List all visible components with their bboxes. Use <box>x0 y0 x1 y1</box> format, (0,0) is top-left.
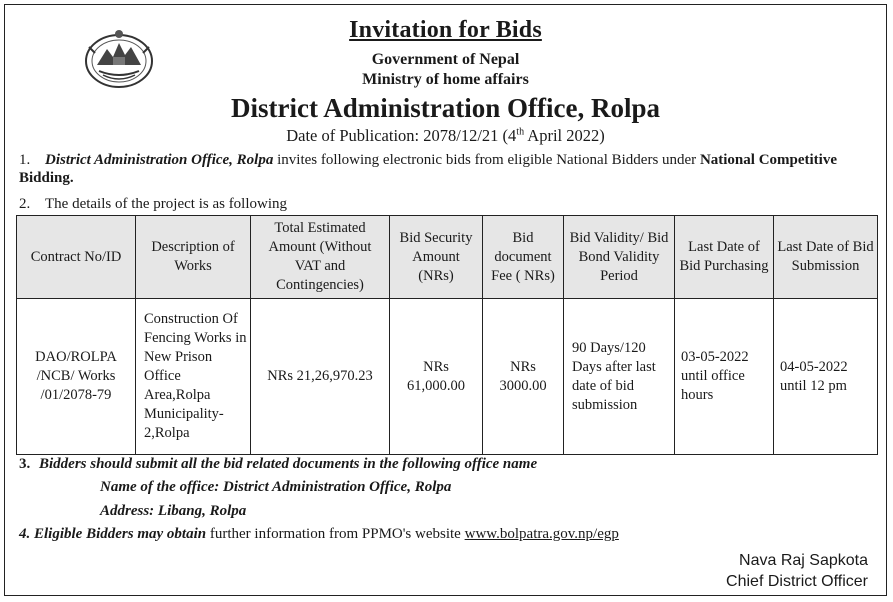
signer-designation: Chief District Officer <box>726 573 868 590</box>
paragraph-submission: 3. Bidders should submit all the bid related documents in the following office name <box>19 456 538 472</box>
bid-notice <box>4 4 887 596</box>
header-submission-date: Last Date of Bid Submission <box>774 216 878 299</box>
ppmo-website-link[interactable]: www.bolpatra.gov.np/egp <box>464 526 619 542</box>
paragraph-invitation: 1. District Administration Office, Rolpa invites following electronic bids from eligible National Bidders under National Competitive Bidding. <box>19 152 838 186</box>
paragraph-details: 2. The details of the project is as following <box>19 196 288 212</box>
header-validity: Bid Validity/ Bid Bond Validity Period <box>564 216 675 299</box>
header-fee: Bid document Fee ( NRs) <box>483 216 564 299</box>
signer-name: Nava Raj Sapkota <box>739 552 868 569</box>
table-header-row <box>17 216 878 299</box>
signature-block <box>726 550 868 592</box>
office-heading: District Administration Office, Rolpa <box>231 93 660 123</box>
bidding-type: National Competitive Bidding. <box>19 152 838 186</box>
header-purchase-date: Last Date of Bid Purchasing <box>675 216 774 299</box>
header-security: Bid Security Amount (NRs) <box>390 216 483 299</box>
submission-office-name: Name of the office: District Administration Office, Rolpa <box>100 479 452 495</box>
paragraph-info: 4. Eligible Bidders may obtain further information from PPMO's website www.bolpatra.gov.np/egp <box>19 526 619 542</box>
government-name: Government of Nepal <box>371 51 520 68</box>
cell-contract: DAO/ROLPA /NCB/ Works /01/2078-79 <box>17 299 136 455</box>
cell-submission-date: 04-05-2022 until 12 pm <box>774 299 878 455</box>
cell-security: NRs 61,000.00 <box>390 299 483 455</box>
cell-description: Construction Of Fencing Works in New Prison Office Area,Rolpa Municipality-2,Rolpa <box>136 299 251 455</box>
notice-title: Invitation for Bids <box>349 17 542 43</box>
header-description: Description of Works <box>136 216 251 299</box>
cell-fee: NRs 3000.00 <box>483 299 564 455</box>
table-row <box>17 299 878 455</box>
publication-date: Date of Publication: 2078/12/21 (4th April 2022) <box>286 126 605 145</box>
header-contract: Contract No/ID <box>17 216 136 299</box>
cell-purchase-date: 03-05-2022 until office hours <box>675 299 774 455</box>
submission-address: Address: Libang, Rolpa <box>100 503 247 519</box>
cell-validity: 90 Days/120 Days after last date of bid submission <box>564 299 675 455</box>
office-lead: District Administration Office, Rolpa <box>45 152 274 168</box>
ministry-name: Ministry of home affairs <box>362 71 529 88</box>
header-amount: Total Estimated Amount (Without VAT and Contingencies) <box>251 216 390 299</box>
bid-table <box>16 215 878 455</box>
cell-amount: NRs 21,26,970.23 <box>251 299 390 455</box>
